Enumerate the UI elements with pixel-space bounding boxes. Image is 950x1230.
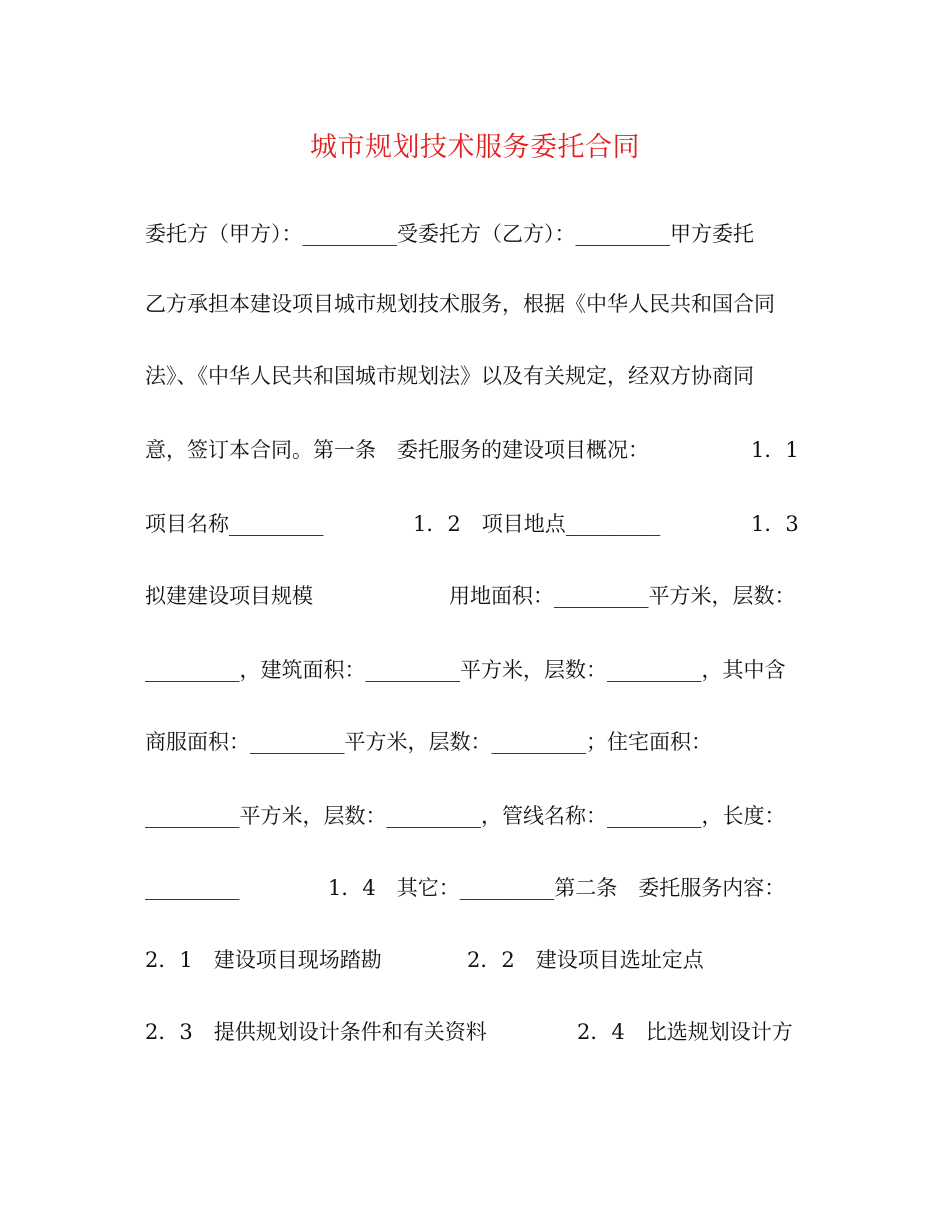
text-segment: 委托方（甲方）：_________受委托方（乙方）：_________甲方委托 (145, 222, 754, 246)
text-segment: _________，建筑面积：_________平方米，层数：_________，其中含 (145, 658, 786, 682)
body-line-1 (145, 216, 805, 252)
text-segment: 拟建建设项目规模 (145, 584, 313, 608)
text-segment: 项目名称_________ (145, 512, 324, 536)
body-line-8 (145, 724, 805, 760)
body-line-2 (145, 286, 805, 322)
body-line-9 (145, 798, 805, 834)
body-line-5 (145, 506, 805, 542)
body-line-3 (145, 358, 805, 394)
body-line-12 (145, 1014, 805, 1050)
text-segment: 2．4 比选规划设计方 (577, 1020, 793, 1044)
text-segment: 1．4 其它：_________第二条 委托服务内容： (328, 876, 786, 900)
section-number: 1．3 (751, 512, 799, 536)
body-line-11 (145, 942, 805, 978)
text-segment: _________ (145, 876, 240, 900)
body-line-10 (145, 870, 805, 906)
text-segment: 乙方承担本建设项目城市规划技术服务，根据《中华人民共和国合同 (145, 292, 775, 316)
document-title: 城市规划技术服务委托合同 (310, 132, 640, 163)
text-segment: 商服面积：_________平方米，层数：_________；住宅面积： (145, 730, 712, 754)
section-number: 1．1 (751, 438, 799, 462)
body-line-7 (145, 652, 805, 688)
text-segment: _________平方米，层数：_________，管线名称：_________，长度： (145, 804, 786, 828)
text-segment: 2．3 提供规划设计条件和有关资料 (145, 1020, 487, 1044)
body-line-6 (145, 578, 805, 614)
body-line-4 (145, 432, 805, 468)
text-segment: 用地面积：_________平方米，层数： (449, 584, 796, 608)
text-segment: 2．2 建设项目选址定点 (467, 948, 704, 972)
text-segment: 意，签订本合同。第一条 委托服务的建设项目概况： (145, 438, 649, 462)
text-segment: 1．2 项目地点_________ (413, 512, 661, 536)
text-segment: 2．1 建设项目现场踏勘 (145, 948, 382, 972)
text-segment: 法》、《中华人民共和国城市规划法》以及有关规定，经双方协商同 (145, 364, 754, 388)
